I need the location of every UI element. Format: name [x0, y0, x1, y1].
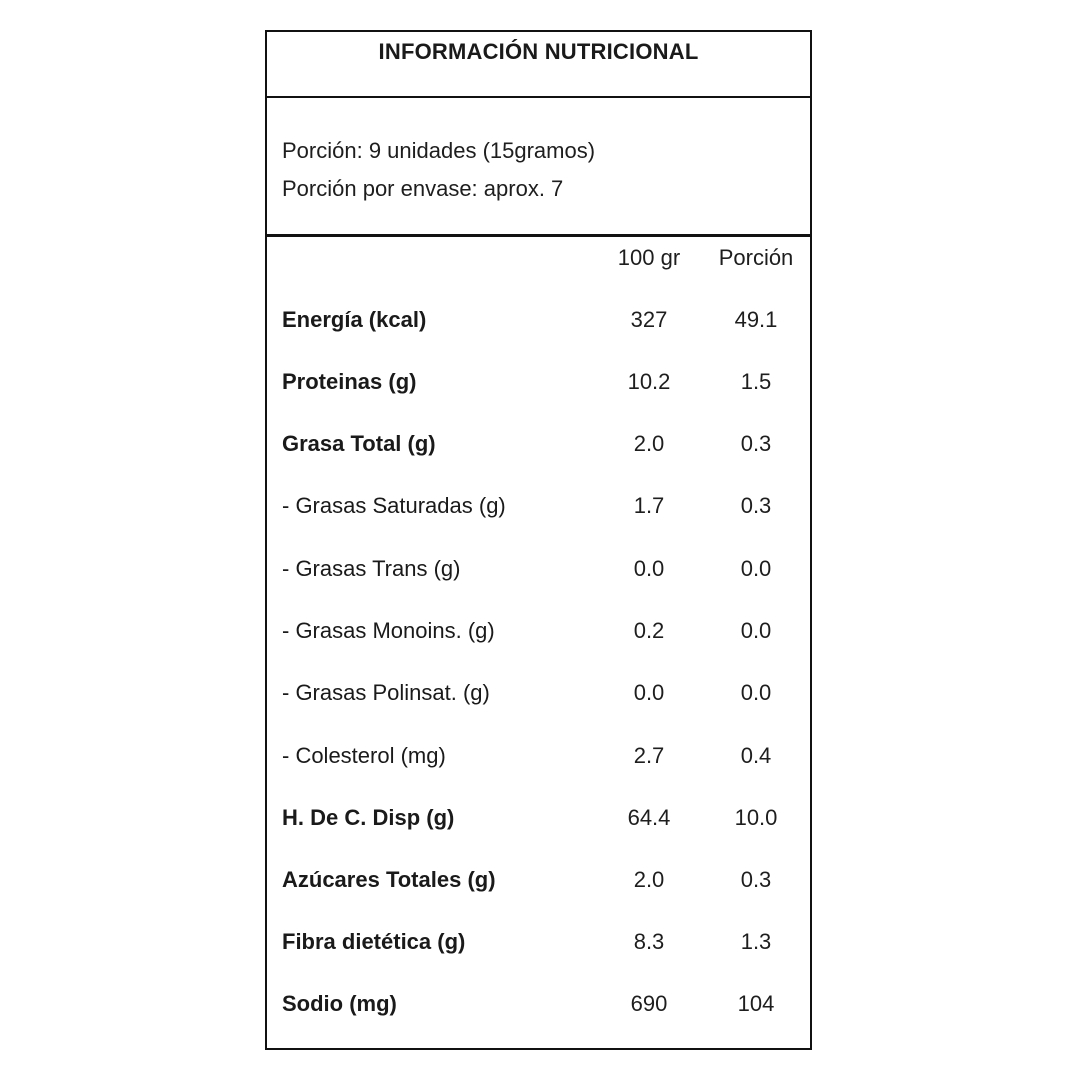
table-row: [267, 680, 810, 720]
value-per-portion: 1.5: [740, 369, 772, 394]
nutrient-name: Sodio (mg): [282, 991, 397, 1016]
value-per-portion: 10.0: [734, 805, 778, 830]
nutrient-name: Azúcares Totales (g): [282, 867, 496, 892]
value-per-portion: 1.3: [740, 929, 772, 954]
nutrient-name: Fibra dietética (g): [282, 929, 466, 954]
nutrient-name: - Grasas Polinsat. (g): [282, 680, 490, 705]
value-per-100g: 327: [630, 307, 668, 332]
title-section: [267, 32, 810, 98]
value-per-portion: 0.4: [740, 743, 772, 768]
table-row: [267, 867, 810, 907]
nutrient-name: - Grasas Monoins. (g): [282, 618, 495, 643]
nutrient-name: Energía (kcal): [282, 307, 427, 332]
value-per-portion: 0.0: [740, 618, 772, 643]
table-row: [267, 556, 810, 596]
value-per-portion: 0.0: [740, 680, 772, 705]
value-per-portion: 0.3: [740, 867, 772, 892]
value-per-portion: 0.0: [740, 556, 772, 581]
value-per-100g: 2.0: [633, 867, 665, 892]
table-row: [267, 369, 810, 409]
nutrient-name: - Grasas Saturadas (g): [282, 493, 506, 518]
value-per-portion: 0.3: [740, 493, 772, 518]
value-per-100g: 8.3: [633, 929, 665, 954]
label-title: INFORMACIÓN NUTRICIONAL: [378, 39, 699, 64]
value-per-100g: 2.0: [633, 431, 665, 456]
table-row: [267, 991, 810, 1031]
portion-size: Porción: 9 unidades (15gramos): [282, 138, 596, 163]
value-per-100g: 0.0: [633, 680, 665, 705]
value-per-portion: 49.1: [734, 307, 778, 332]
table-row: [267, 307, 810, 347]
nutrient-name: H. De C. Disp (g): [282, 805, 455, 830]
column-header-porcion: Porción: [718, 245, 794, 270]
servings-per-package: Porción por envase: aprox. 7: [282, 176, 564, 201]
table-row: [267, 805, 810, 845]
nutrient-name: - Colesterol (mg): [282, 743, 446, 768]
nutrient-name: Grasa Total (g): [282, 431, 436, 456]
column-header-100gr: 100 gr: [617, 245, 681, 270]
nutrition-label: [265, 30, 812, 1050]
table-row: [267, 618, 810, 658]
value-per-100g: 10.2: [627, 369, 671, 394]
value-per-100g: 0.2: [633, 618, 665, 643]
value-per-portion: 104: [737, 991, 775, 1016]
value-per-100g: 2.7: [633, 743, 665, 768]
nutrient-name: Proteinas (g): [282, 369, 417, 394]
value-per-100g: 64.4: [627, 805, 671, 830]
value-per-100g: 0.0: [633, 556, 665, 581]
nutrient-name: - Grasas Trans (g): [282, 556, 461, 581]
table-row: [267, 431, 810, 471]
value-per-100g: 690: [630, 991, 668, 1016]
value-per-portion: 0.3: [740, 431, 772, 456]
table-row: [267, 929, 810, 969]
portion-section: [267, 98, 810, 237]
nutrition-table: [267, 237, 810, 1048]
value-per-100g: 1.7: [633, 493, 665, 518]
table-row: [267, 493, 810, 533]
table-row: [267, 743, 810, 783]
